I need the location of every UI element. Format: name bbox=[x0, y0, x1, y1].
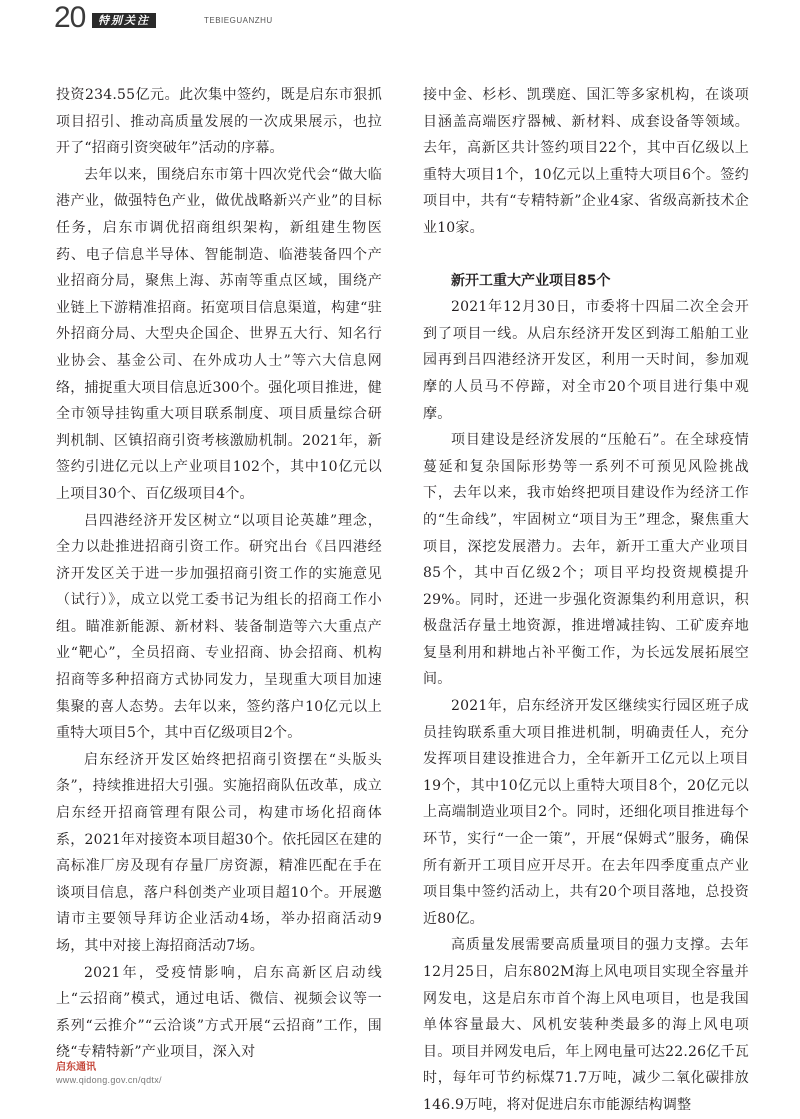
page-footer bbox=[56, 1062, 162, 1086]
footer-brand: 启东通讯 bbox=[56, 1062, 96, 1073]
section-spacer bbox=[423, 242, 749, 268]
section-tag: 特别关注 bbox=[92, 13, 156, 28]
section-heading: 新开工重大产业项目85个 bbox=[451, 272, 611, 289]
paragraph: 去年以来，围绕启东市第十四次党代会“做大临港产业，做强特色产业，做优战略新兴产业”的目标任务，启东市调优招商组织架构，新组建生物医药、电子信息半导体、智能制造、临港装备四个产业招商分局，聚焦上海、苏南等重点区域，围绕产业链上下游精准招商。拓宽项目信息渠道，构建“驻外招商分局、大型央企国企、世界五大行、知名行业协会、基金公司、在外成功人士”等六大信息网络，捕捉重大项目信息近300个。强化项目推进，健全市领导挂钩重大项目联系制度、项目质量综合研判机制、区镇招商引资考核激励机制。2021年，新签约引进亿元以上产业项目102个，其中10亿元以上项目30个、百亿级项目4个。 bbox=[56, 166, 382, 502]
paragraph: 2021年12月30日，市委将十四届二次全会开到了项目一线。从启东经济开发区到海工船舶工业园再到吕四港经济开发区，利用一天时间，参加观摩的人员马不停蹄，对全市20个项目进行集中观摩。 bbox=[423, 299, 749, 422]
page-header bbox=[54, 1, 754, 36]
right-column bbox=[423, 82, 749, 1119]
paragraph: 投资234.55亿元。此次集中签约，既是启东市狠抓项目招引、推动高质量发展的一次成果展示，也拉开了“招商引资突破年”活动的序幕。 bbox=[56, 87, 382, 157]
page-number: 20 bbox=[54, 1, 86, 34]
paragraph: 2021年，启东经济开发区继续实行园区班子成员挂钩联系重大项目推进机制，明确责任人，充分发挥项目建设推进合力，全年新开工亿元以上项目19个，其中10亿元以上重特大项目8个，20亿元以上高端制造业项目2个。同时，还细化项目推进每个环节，实行“一企一策”，开展“保姆式”服务，确保所有新开工项目应开尽开。在去年四季度重点产业项目集中签约活动上，共有20个项目落地，总投资近80亿。 bbox=[423, 698, 749, 927]
paragraph: 启东经济开发区始终把招商引资摆在“头版头条”，持续推进招大引强。实施招商队伍改革，成立启东经开招商管理有限公司，构建市场化招商体系，2021年对接资本项目超30个。依托园区在建的高标准厂房及现有存量厂房资源，精准匹配在手在谈项目信息，落户科创类产业项目超10个。开展邀请市主要领导拜访企业活动4场，举办招商活动9场，其中对接上海招商活动7场。 bbox=[56, 751, 382, 954]
paragraph: 项目建设是经济发展的“压舱石”。在全球疫情蔓延和复杂国际形势等一系列不可预见风险挑战下，去年以来，我市始终把项目建设作为经济工作的“生命线”，牢固树立“项目为王”理念，聚焦重大项目，深挖发展潜力。去年，新开工重大产业项目85个，其中百亿级2个；项目平均投资规模提升29%。同时，还进一步强化资源集约利用意识，积极盘活存量土地资源，推进增减挂钩、工矿废弃地复垦利用和耕地占补平衡工作，为长远发展拓展空间。 bbox=[423, 432, 749, 688]
paragraph: 高质量发展需要高质量项目的强力支撑。去年12月25日，启东802M海上风电项目实现全容量并网发电，这是启东市首个海上风电项目，也是我国单体容量最大、风机安装种类最多的海上风电项目。项目并网发电后，年上网电量可达22.26亿千瓦时，每年可节约标煤71.7万吨，减少二氧化碳排放146.9万吨，将对促进启东市能源结构调整 bbox=[423, 937, 749, 1113]
section-pinyin: TEBIEGUANZHU bbox=[204, 16, 273, 25]
paragraph: 2021年，受疫情影响，启东高新区启动线上“云招商”模式，通过电话、微信、视频会议等一系列“云推介”“云洽谈”方式开展“云招商”工作，围绕“专精特新”产业项目，深入对 bbox=[56, 964, 382, 1061]
left-column bbox=[56, 82, 382, 1066]
paragraph: 吕四港经济开发区树立“以项目论英雄”理念，全力以赴推进招商引资工作。研究出台《吕四港经济开发区关于进一步加强招商引资工作的实施意见（试行）》，成立以党工委书记为组长的招商工作小组。瞄准新能源、新材料、装备制造等六大重点产业“靶心”，全员招商、专业招商、协会招商、机构招商等多种招商方式协同发力，呈现重大项目加速集聚的喜人态势。去年以来，签约落户10亿元以上重特大项目5个，其中百亿级项目2个。 bbox=[56, 512, 382, 742]
paragraph: 接中金、杉杉、凯璞庭、国汇等多家机构，在谈项目涵盖高端医疗器械、新材料、成套设备等领域。去年，高新区共计签约项目22个，其中百亿级以上重特大项目1个，10亿元以上重特大项目6个。签约项目中，共有“专精特新”企业4家、省级高新技术企业10家。 bbox=[423, 87, 749, 236]
footer-url: www.qidong.gov.cn/qdtx/ bbox=[56, 1075, 162, 1085]
